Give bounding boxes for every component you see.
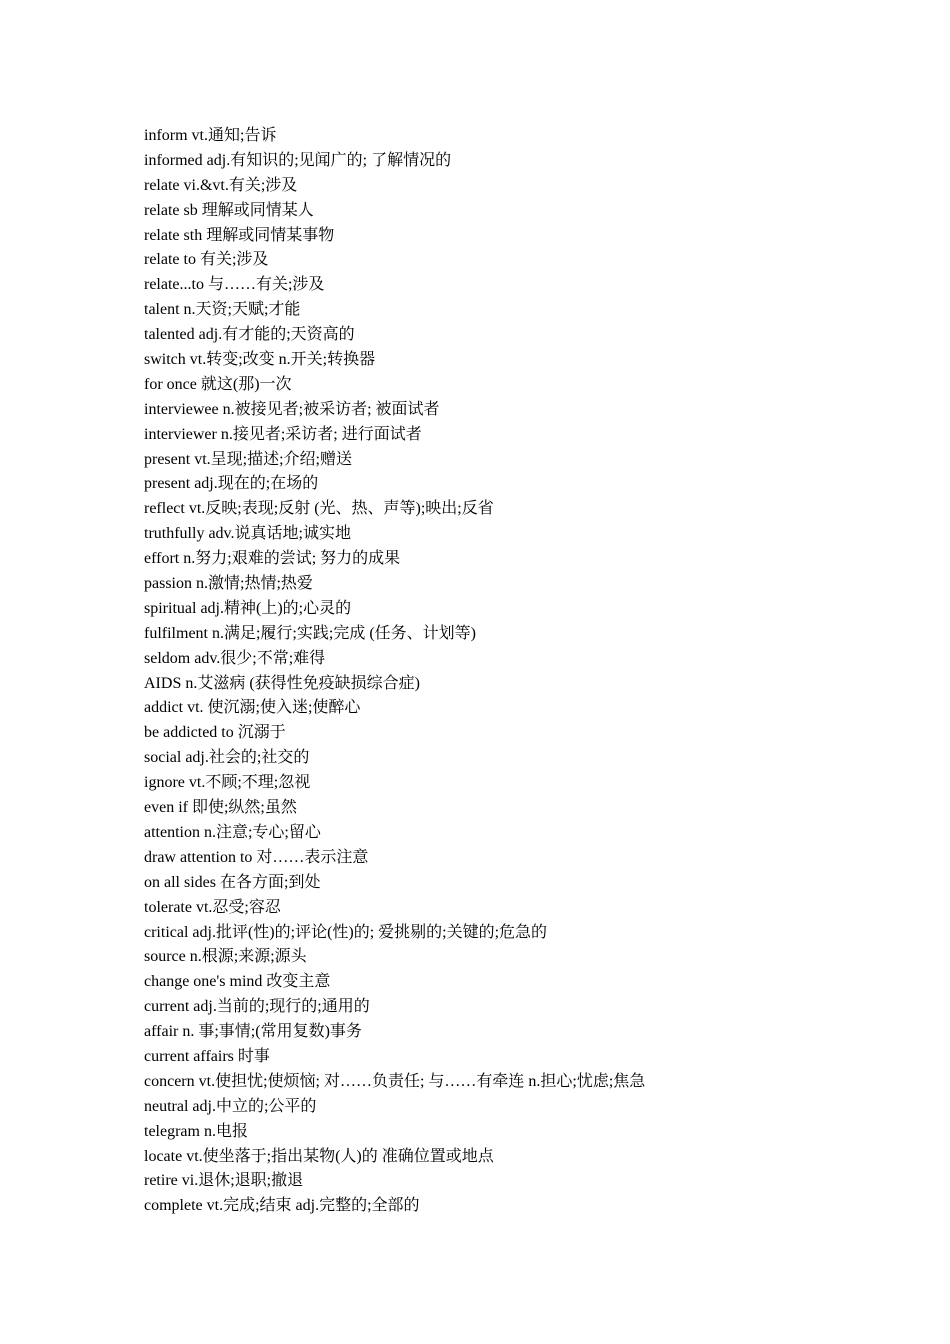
vocabulary-entry: relate sb 理解或同情某人 — [144, 201, 314, 219]
vocabulary-entry: current affairs 时事 — [144, 1047, 270, 1065]
vocabulary-entry: truthfully adv.说真话地;诚实地 — [144, 525, 351, 543]
vocabulary-entry: present adj.现在的;在场的 — [144, 475, 319, 493]
vocabulary-entry: be addicted to 沉溺于 — [144, 724, 286, 742]
vocabulary-entry: neutral adj.中立的;公平的 — [144, 1097, 317, 1115]
vocabulary-entry: tolerate vt.忍受;容忍 — [144, 898, 281, 916]
vocabulary-entry: on all sides 在各方面;到处 — [144, 873, 321, 891]
vocabulary-entry: switch vt.转变;改变 n.开关;转换器 — [144, 351, 376, 369]
vocabulary-entry: talent n.天资;天赋;才能 — [144, 301, 301, 319]
vocabulary-entry: inform vt.通知;告诉 — [144, 127, 277, 144]
vocabulary-entry: source n.根源;来源;源头 — [144, 948, 307, 966]
vocabulary-entry: passion n.激情;热情;热爱 — [144, 575, 313, 593]
vocabulary-entry: complete vt.完成;结束 adj.完整的;全部的 — [144, 1197, 420, 1215]
vocabulary-entry: relate to 有关;涉及 — [144, 251, 269, 269]
vocabulary-entry: addict vt. 使沉溺;使入迷;使醉心 — [144, 699, 361, 717]
vocabulary-entry: relate...to 与……有关;涉及 — [144, 276, 325, 294]
vocabulary-entry: interviewer n.接见者;采访者; 进行面试者 — [144, 425, 422, 443]
vocabulary-entry: relate vi.&vt.有关;涉及 — [144, 176, 298, 194]
vocabulary-entry: even if 即使;纵然;虽然 — [144, 799, 297, 817]
vocabulary-entry: reflect vt.反映;表现;反射 (光、热、声等);映出;反省 — [144, 500, 494, 518]
vocabulary-entry: informed adj.有知识的;见闻广的; 了解情况的 — [144, 151, 452, 169]
vocabulary-entry: for once 就这(那)一次 — [144, 375, 292, 393]
vocabulary-entry: telegram n.电报 — [144, 1122, 248, 1140]
vocabulary-entry: locate vt.使坐落于;指出某物(人)的 准确位置或地点 — [144, 1147, 494, 1165]
vocabulary-entry: current adj.当前的;现行的;通用的 — [144, 998, 370, 1016]
vocabulary-entry: critical adj.批评(性)的;评论(性)的; 爱挑剔的;关键的;危急的 — [144, 923, 548, 941]
vocabulary-entry: ignore vt.不顾;不理;忽视 — [144, 774, 311, 792]
vocabulary-entry: seldom adv.很少;不常;难得 — [144, 649, 326, 667]
vocabulary-entry: retire vi.退休;退职;撤退 — [144, 1172, 304, 1190]
vocabulary-entry: fulfilment n.满足;履行;实践;完成 (任务、计划等) — [144, 624, 476, 642]
vocabulary-entry: relate sth 理解或同情某事物 — [144, 226, 335, 244]
vocabulary-entry: attention n.注意;专心;留心 — [144, 823, 321, 841]
vocabulary-entry: effort n.努力;艰难的尝试; 努力的成果 — [144, 550, 401, 568]
vocabulary-entry: affair n. 事;事情;(常用复数)事务 — [144, 1023, 362, 1041]
vocabulary-entry: draw attention to 对……表示注意 — [144, 848, 369, 866]
vocabulary-entry: present vt.呈现;描述;介绍;赠送 — [144, 450, 352, 468]
vocabulary-list — [144, 124, 904, 1219]
vocabulary-entry: concern vt.使担忧;使烦恼; 对……负责任; 与……有牵连 n.担心;忧虑;焦急 — [144, 1072, 646, 1090]
vocabulary-entry: change one's mind 改变主意 — [144, 973, 331, 991]
vocabulary-entry: AIDS n.艾滋病 (获得性免疫缺损综合症) — [144, 674, 420, 692]
vocabulary-entry: talented adj.有才能的;天资高的 — [144, 326, 355, 344]
vocabulary-entry: social adj.社会的;社交的 — [144, 749, 310, 767]
vocabulary-entry: spiritual adj.精神(上)的;心灵的 — [144, 599, 352, 617]
vocabulary-entry: interviewee n.被接见者;被采访者; 被面试者 — [144, 400, 440, 418]
